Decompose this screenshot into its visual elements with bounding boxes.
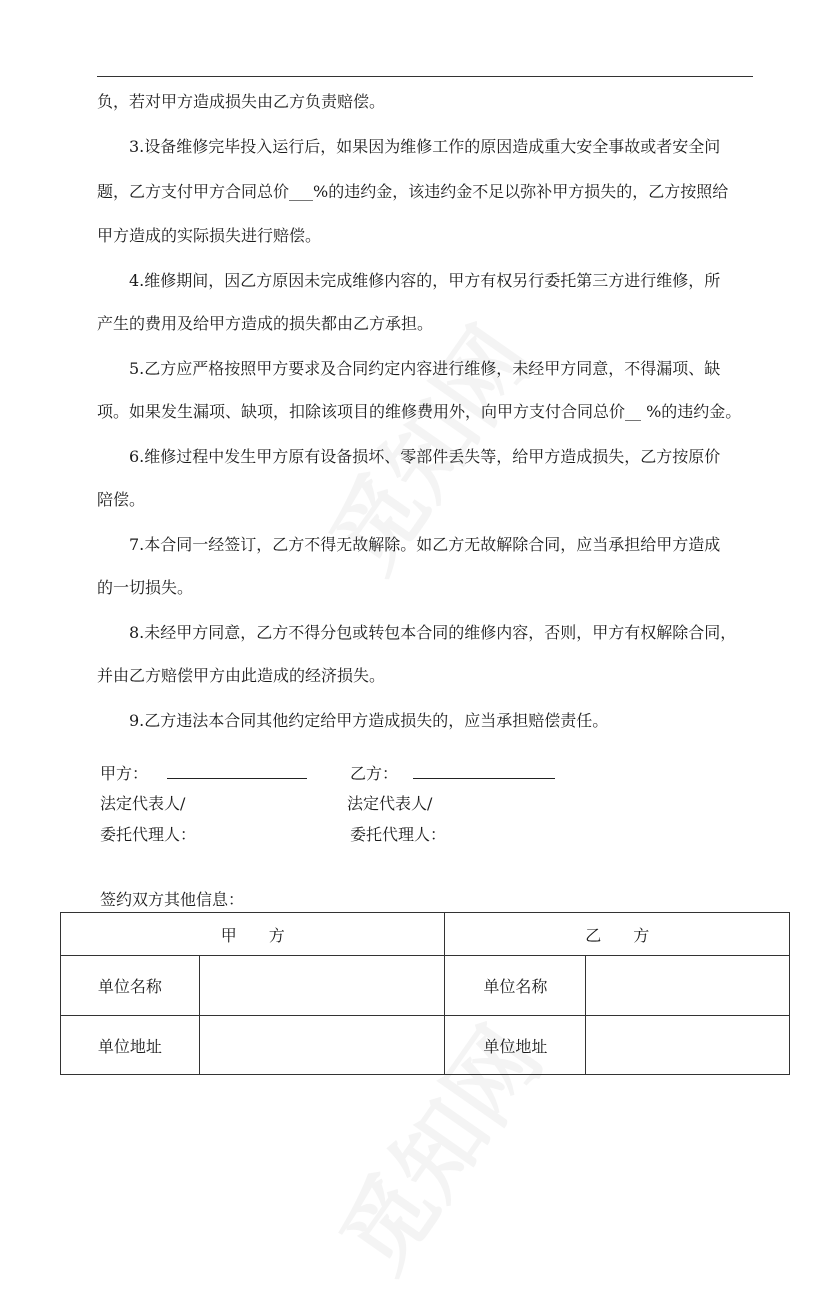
- party-a-agent: 委托代理人：: [100, 825, 197, 844]
- party-a-company-name-field[interactable]: [199, 956, 445, 1016]
- party-a-company-name-label: 单位名称: [61, 956, 200, 1016]
- party-b-label: 乙方：: [350, 764, 399, 783]
- table-row: [61, 956, 790, 1016]
- clause-line: 7.本合同一经签订，乙方不得无故解除。如乙方无故解除合同，应当承担给甲方造成: [97, 535, 721, 554]
- party-b-company-name-field[interactable]: [586, 956, 790, 1016]
- clause-line: 产生的费用及给甲方造成的损失都由乙方承担。: [97, 314, 434, 333]
- clause-line: 并由乙方赔偿甲方由此造成的经济损失。: [97, 666, 386, 685]
- clause-line: 9.乙方违法本合同其他约定给甲方造成损失的，应当承担赔偿责任。: [97, 711, 609, 730]
- party-a-signature-line[interactable]: [167, 764, 307, 779]
- clause-line: 负，若对甲方造成损失由乙方负责赔偿。: [97, 92, 386, 111]
- party-a-legal-rep: 法定代表人/: [100, 794, 186, 813]
- party-b-signature-line[interactable]: [413, 764, 555, 779]
- party-a-label: 甲方：: [100, 764, 149, 783]
- header-rule: [97, 76, 753, 77]
- party-b-agent: 委托代理人：: [350, 825, 447, 844]
- party-b-company-name-label: 单位名称: [445, 956, 586, 1016]
- clause-line: 陪偿。: [97, 490, 146, 509]
- clause-line: 的一切损失。: [97, 578, 194, 597]
- clause-line: 3.设备维修完毕投入运行后，如果因为维修工作的原因造成重大安全事故或者安全问: [97, 137, 721, 156]
- clause-line: 5.乙方应严格按照甲方要求及合同约定内容进行维修，未经甲方同意，不得漏项、缺: [97, 359, 721, 378]
- party-b-address-field[interactable]: [586, 1016, 790, 1075]
- party-b-address-label: 单位地址: [445, 1016, 586, 1075]
- info-table-caption: 签约双方其他信息：: [100, 890, 245, 909]
- party-b-legal-rep: 法定代表人/: [347, 794, 433, 813]
- clause-line: 6.维修过程中发生甲方原有设备损坏、零部件丢失等，给甲方造成损失，乙方按原价: [97, 447, 721, 466]
- party-a-signature: [100, 764, 307, 784]
- header-party-b: 乙 方: [445, 913, 790, 956]
- clause-line: 4.维修期间，因乙方原因未完成维修内容的，甲方有权另行委托第三方进行维修，所: [97, 271, 721, 290]
- party-a-address-label: 单位地址: [61, 1016, 200, 1075]
- clause-line: 题，乙方支付甲方合同总价___%的违约金，该违约金不足以弥补甲方损失的，乙方按照给: [97, 182, 729, 201]
- table-row: [61, 1016, 790, 1075]
- header-party-a: 甲 方: [61, 913, 445, 956]
- clause-line: 8.未经甲方同意，乙方不得分包或转包本合同的维修内容，否则，甲方有权解除合同，: [97, 623, 737, 642]
- party-a-address-field[interactable]: [199, 1016, 445, 1075]
- clause-line: 甲方造成的实际损失进行赔偿。: [97, 226, 322, 245]
- party-info-table: [60, 912, 790, 1075]
- party-b-signature: [350, 764, 555, 784]
- clause-line: 项。如果发生漏项、缺项，扣除该项目的维修费用外，向甲方支付合同总价__ %的违约金。: [97, 402, 742, 421]
- table-header-row: [61, 913, 790, 956]
